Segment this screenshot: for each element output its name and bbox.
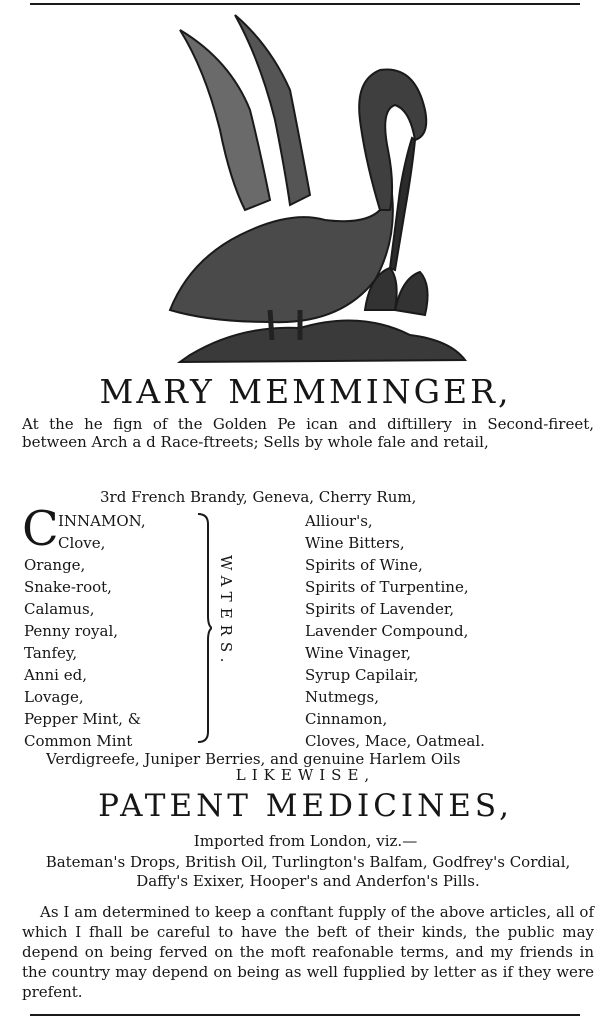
cordial-item: Snake-root, [24, 578, 112, 596]
spirit-item: Spirits of Lavender, [305, 600, 455, 618]
advertiser-name: MARY MEMMINGER, [99, 372, 512, 411]
cordial-item: Lovage, [24, 688, 84, 706]
spirit-item: Lavender Compound, [305, 622, 469, 640]
waters-label: WATERS. [217, 555, 235, 669]
pelican-woodcut-icon [150, 10, 470, 370]
cordial-item: Orange, [24, 556, 86, 574]
cordial-item: Anni ed, [24, 666, 87, 684]
brace-mark [196, 512, 212, 744]
spirit-item: Spirits of Turpentine, [305, 578, 469, 596]
spirit-item: Wine Vinager, [305, 644, 411, 662]
cordial-item: Common Mint [24, 732, 133, 750]
spirit-item: Nutmegs, [305, 688, 379, 706]
imported-line: Imported from London, viz.— [193, 832, 418, 850]
medicines-paragraph: Bateman's Drops, British Oil, Turlington's Balfam, Godfrey's Cordial, Daffy's Exixer, Hooper's and Anderfon's Pills. [45, 853, 571, 890]
top-rule [30, 3, 580, 5]
cordial-item: INNAMON, [58, 512, 146, 530]
dropcap: C [22, 501, 59, 557]
spirit-item: Cloves, Mace, Oatmeal. [305, 732, 485, 750]
closing-paragraph: As I am determined to keep a conftant fupply of the above articles, all of which I fhall be careful to have the beft of their kinds, the public may depend on being ferved on the moft reafonable terms, and my friends in the country may depend on being as well fupplied by letter as if they were prefent. [22, 903, 594, 1001]
patent-medicines-heading: PATENT MEDICINES, [98, 788, 513, 824]
cordial-item: Penny royal, [24, 622, 119, 640]
cordial-item: Tanfey, [24, 644, 78, 662]
first-line: 3rd French Brandy, Geneva, Cherry Rum, [100, 488, 417, 506]
cordial-item: Calamus, [24, 600, 95, 618]
verdigreese-line: Verdigreefe, Juniper Berries, and genuine Harlem Oils [46, 750, 461, 768]
intro-paragraph: At the he fign of the Golden Pe ican and diftillery in Second-fireet, between Arch a d Race-ftreets; Sells by whole fale and retail, [22, 415, 594, 451]
spirit-item: Cinnamon, [305, 710, 388, 728]
bottom-rule [30, 1014, 580, 1016]
spirit-item: Wine Bitters, [305, 534, 405, 552]
cordial-item: Clove, [58, 534, 106, 552]
spirit-item: Syrup Capilair, [305, 666, 419, 684]
likewise-heading: LIKEWISE, [235, 766, 376, 784]
spirit-item: Alliour's, [305, 512, 373, 530]
spirit-item: Spirits of Wine, [305, 556, 423, 574]
cordial-item: Pepper Mint, & [24, 710, 142, 728]
